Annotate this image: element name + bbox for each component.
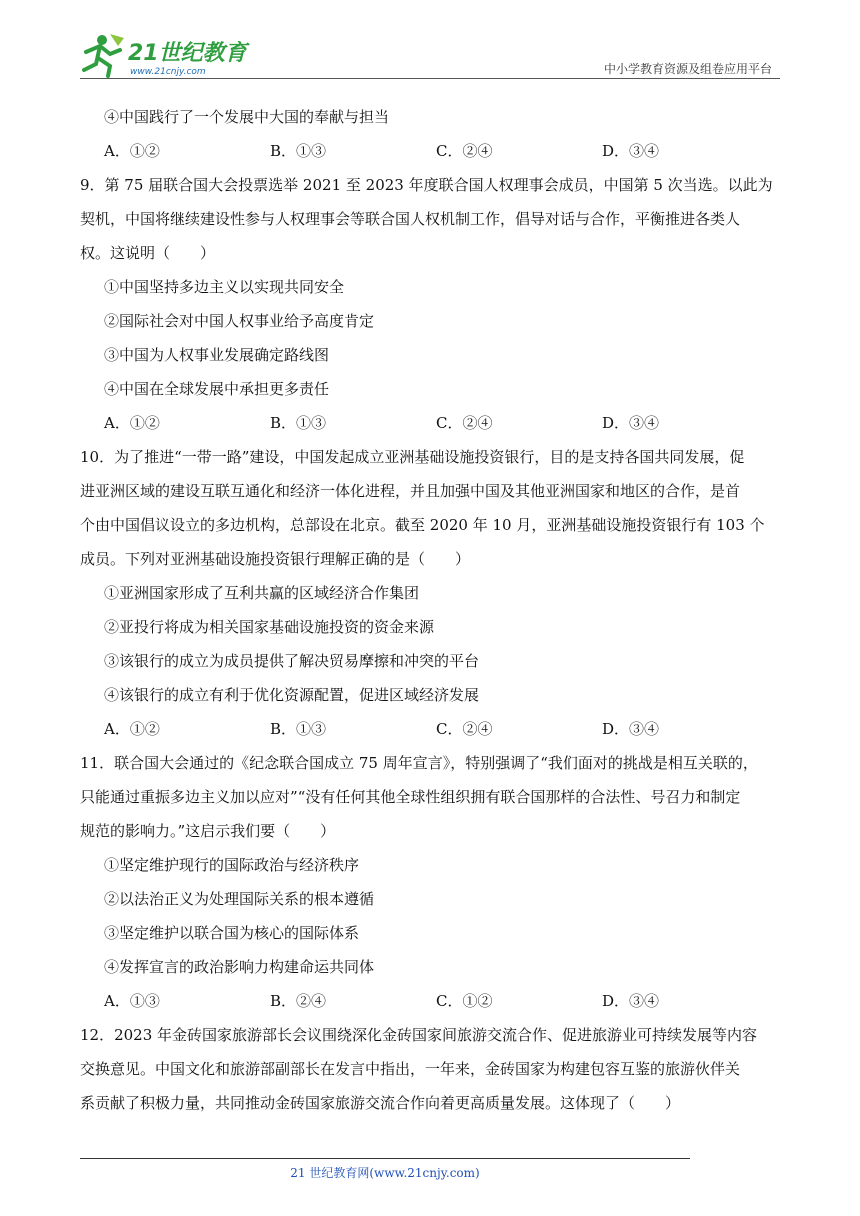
question-line: 规范的影响力。”这启示我们要（ ） — [80, 822, 336, 840]
question-line: 系贡献了积极力量，共同推动金砖国家旅游交流合作向着更高质量发展。这体现了（ ） — [80, 1094, 681, 1112]
choice-b: B．①③ — [270, 414, 327, 432]
choice-d: D．③④ — [602, 414, 660, 432]
question-11 — [80, 746, 780, 1018]
question-line: 11．联合国大会通过的《纪念联合国成立 75 周年宣言》，特别强调了“我们面对的挑战是相互关联的， — [80, 754, 758, 772]
question-content — [80, 100, 780, 1120]
page-header — [80, 30, 780, 82]
header-divider — [80, 78, 780, 79]
question-line: 只能通过重振多边主义加以应对”“没有任何其他全球性组织拥有联合国那样的合法性、号召力和制定 — [80, 788, 741, 806]
option-item: ③坚定维护以联合国为核心的国际体系 — [104, 924, 360, 942]
question-line: 进亚洲区域的建设互联互通化和经济一体化进程，并且加强中国及其他亚洲国家和地区的合作，是首 — [80, 482, 741, 500]
choice-d: D．③④ — [602, 720, 660, 738]
choice-c: C．②④ — [436, 720, 493, 738]
site-logo — [80, 30, 250, 78]
choice-b: B．①③ — [270, 720, 327, 738]
question-line: 9．第 75 届联合国大会投票选举 2021 至 2023 年度联合国人权理事会成员，中国第 5 次当选。以此为 — [80, 176, 773, 194]
option-item: ②亚投行将成为相关国家基础设施投资的资金来源 — [104, 618, 435, 636]
answer-choices — [80, 406, 780, 440]
option-item: ②以法治正义为处理国际关系的根本遵循 — [104, 890, 375, 908]
question-line: 10．为了推进“一带一路”建设，中国发起成立亚洲基础设施投资银行，目的是支持各国共同发展，促 — [80, 448, 745, 466]
option-item: ①中国坚持多边主义以实现共同安全 — [104, 278, 345, 296]
runner-icon — [84, 34, 124, 76]
answer-choices — [80, 712, 780, 746]
question-10 — [80, 440, 780, 746]
footer-divider — [80, 1158, 690, 1159]
option-item: ④中国在全球发展中承担更多责任 — [104, 380, 330, 398]
choice-c: C．②④ — [436, 414, 493, 432]
question-line: 12．2023 年金砖国家旅游部长会议围绕深化金砖国家间旅游交流合作、促进旅游业可持续发展等内容 — [80, 1026, 758, 1044]
choice-a: A．①② — [104, 414, 160, 432]
logo-text: 21世纪教育 — [128, 41, 247, 66]
question-line: 成员。下列对亚洲基础设施投资银行理解正确的是（ ） — [80, 550, 471, 568]
option-item: ③中国为人权事业发展确定路线图 — [104, 346, 330, 364]
choice-c: C．②④ — [436, 142, 493, 160]
question-line: 权。这说明（ ） — [80, 244, 216, 262]
question-line: 个由中国倡议设立的多边机构，总部设在北京。截至 2020 年 10 月，亚洲基础设施投资银行有 103 个 — [80, 516, 765, 534]
question-9 — [80, 168, 780, 440]
option-item: ①亚洲国家形成了互利共赢的区域经济合作集团 — [104, 584, 420, 602]
question-line: 交换意见。中国文化和旅游部副部长在发言中指出，一年来，金砖国家为构建包容互鉴的旅游伙伴关 — [80, 1060, 741, 1078]
choice-d: D．③④ — [602, 992, 660, 1010]
carryover-choices — [80, 134, 780, 168]
footer-text[interactable]: 21 世纪教育网(www.21cnjy.com) — [290, 1166, 480, 1180]
option-item: ④发挥宣言的政治影响力构建命运共同体 — [104, 958, 375, 976]
question-12 — [80, 1018, 780, 1120]
choice-a: A．①③ — [104, 992, 160, 1010]
choice-c: C．①② — [436, 992, 493, 1010]
question-line: 契机，中国将继续建设性参与人权理事会等联合国人权机制工作，倡导对话与合作，平衡推进各类人 — [80, 210, 741, 228]
logo-url: www.21cnjy.com — [130, 67, 206, 77]
choice-a: A．①② — [104, 142, 160, 160]
option-item: ①坚定维护现行的国际政治与经济秩序 — [104, 856, 360, 874]
choice-b: B．①③ — [270, 142, 327, 160]
option-item: ④该银行的成立有利于优化资源配置，促进区域经济发展 — [104, 686, 480, 704]
option-item: ③该银行的成立为成员提供了解决贸易摩擦和冲突的平台 — [104, 652, 480, 670]
choice-d: D．③④ — [602, 142, 660, 160]
answer-choices — [80, 984, 780, 1018]
header-tagline: 中小学教育资源及组卷应用平台 — [603, 62, 772, 76]
choice-a: A．①② — [104, 720, 160, 738]
option-item: ②国际社会对中国人权事业给予高度肯定 — [104, 312, 375, 330]
carryover-option: ④中国践行了一个发展中大国的奉献与担当 — [104, 108, 390, 126]
choice-b: B．②④ — [270, 992, 327, 1010]
